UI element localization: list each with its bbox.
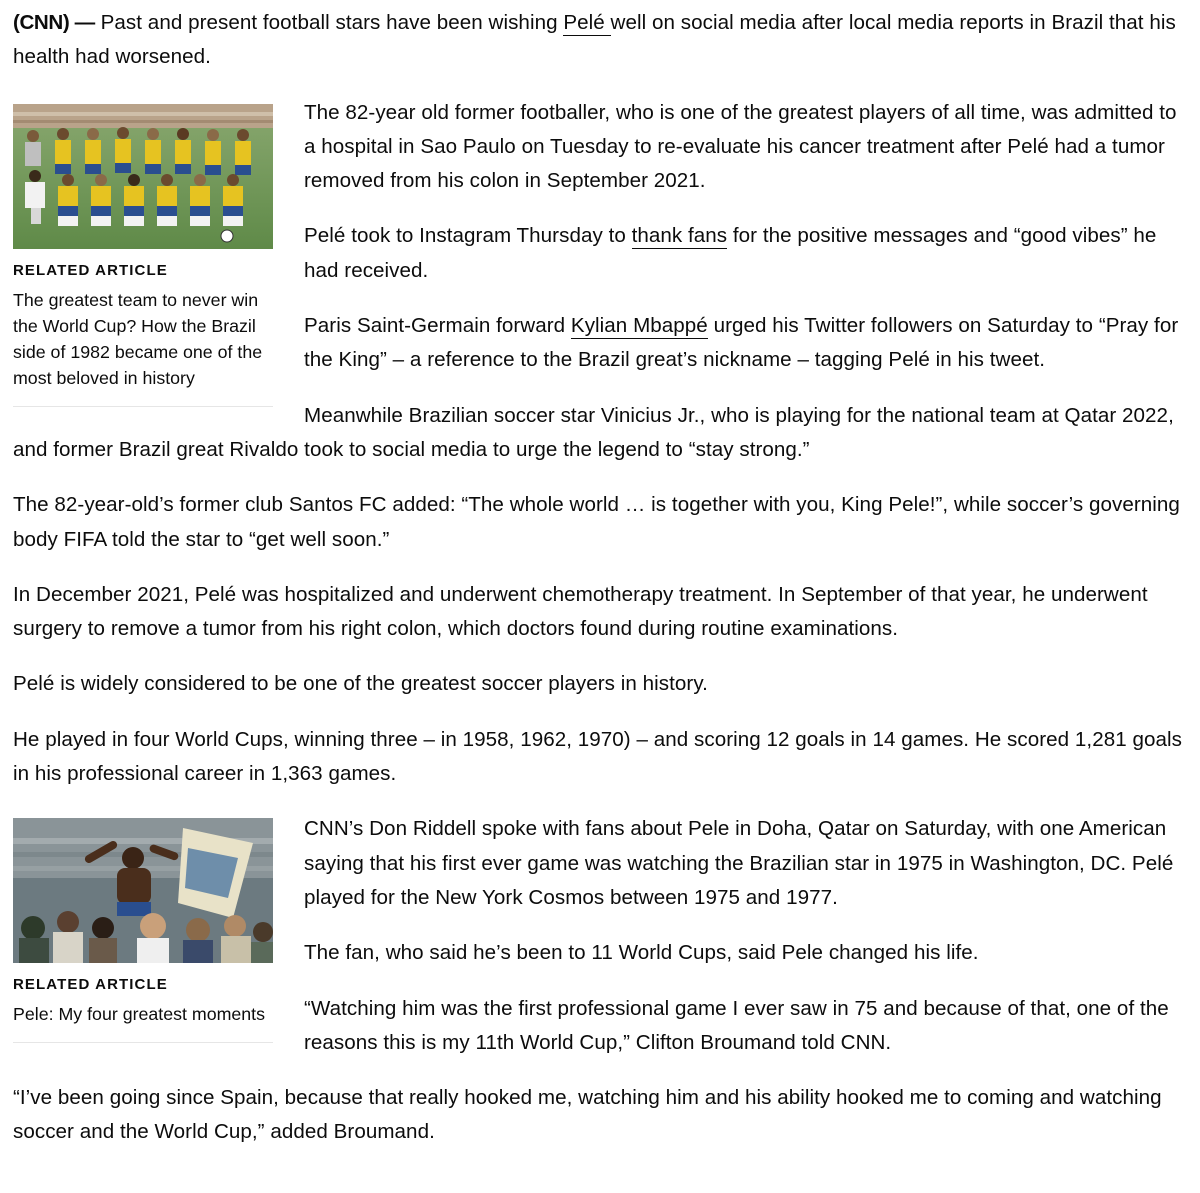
related-article-headline[interactable]: Pele: My four greatest moments <box>13 1004 266 1025</box>
paragraph-santos: The 82-year-old’s former club Santos FC added: “The whole world … is together with you, King Pele!”, while soccer’s governing body FIFA told the star to “get well soon.” <box>13 493 1180 551</box>
pele-link[interactable]: Pelé <box>563 11 611 34</box>
mbappe-text-before: Paris Saint-Germain forward <box>304 314 571 338</box>
kylian-mbappe-link[interactable]: Kylian Mbappé <box>570 314 708 338</box>
thank-fans-link[interactable]: thank fans <box>631 224 728 248</box>
related-article-label: RELATED ARTICLE <box>13 261 168 279</box>
paragraph-vinicius: Meanwhile Brazilian soccer star Vinicius Jr., who is playing for the national team at Qatar 2022, and former Brazil great Rivaldo took to social media to urge the legend to “stay strong.” <box>13 403 1174 461</box>
paragraph-hospital: The 82-year old former footballer, who is one of the greatest players of all time, was admitted to a hospital in Sao Paulo on Tuesday to re-evaluate his cancer treatment after Pelé had a tumor removed from his colon in September 2021. <box>304 100 1177 193</box>
team-photo-image[interactable] <box>13 104 273 249</box>
related-article-card-1982-team[interactable] <box>13 104 273 407</box>
intro-text-after: well on social media after local media reports in Brazil that his health had worsened. <box>13 11 1176 69</box>
intro-text-before: Past and present football stars have been wishing <box>94 11 564 34</box>
paragraph-quote-broumand: “Watching him was the first professional game I ever saw in 75 and because of that, one of the reasons this is my 11th World Cup,” Clifton Broumand told CNN. <box>304 996 1169 1054</box>
paragraph-quote-spain: “I’ve been going since Spain, because that really hooked me, watching him and his ability hooked me to coming and watching soccer and the World Cup,” added Broumand. <box>13 1086 1162 1144</box>
related-article-card-four-moments[interactable] <box>13 818 273 1042</box>
related-article-headline[interactable]: The greatest team to never win the World Cup? How the Brazil side of 1982 became one of the most beloved in history <box>13 289 263 389</box>
related-article-label: RELATED ARTICLE <box>13 976 168 994</box>
paragraph-intro <box>13 6 1186 75</box>
paragraph-december: In December 2021, Pelé was hospitalized and underwent chemotherapy treatment. In September of that year, he underwent surgery to remove a tumor from his right colon, which doctors found during routine examinations. <box>13 582 1148 641</box>
paragraph-greatest: Pelé is widely considered to be one of the greatest soccer players in history. <box>13 672 708 696</box>
celebration-photo-image[interactable] <box>13 818 273 963</box>
instagram-text-after: for the positive messages and “good vibes” he had received. <box>304 224 1157 282</box>
paragraph-fan: The fan, who said he’s been to 11 World Cups, said Pele changed his life. <box>304 941 979 965</box>
celebration-photo-icon <box>13 818 273 963</box>
paragraph-don-riddell: CNN’s Don Riddell spoke with fans about Pele in Doha, Qatar on Saturday, with one American saying that his first ever game was watching the Brazilian star in 1975 in Washington, DC. Pelé played for the New York Cosmos between 1975 and 1977. <box>304 817 1174 909</box>
dateline: (CNN) — <box>13 11 95 34</box>
paragraph-world-cups: He played in four World Cups, winning three – in 1958, 1962, 1970) – and scoring 12 goals in 14 games. He scored 1,281 goals in his professional career in 1,363 games. <box>13 727 1182 786</box>
team-photo-icon <box>13 104 273 249</box>
instagram-text-before: Pelé took to Instagram Thursday to <box>304 224 632 248</box>
mbappe-text-after: urged his Twitter followers on Saturday to “Pray for the King” – a reference to the Brazil great’s nickname – tagging Pelé in his tweet. <box>304 314 1179 372</box>
